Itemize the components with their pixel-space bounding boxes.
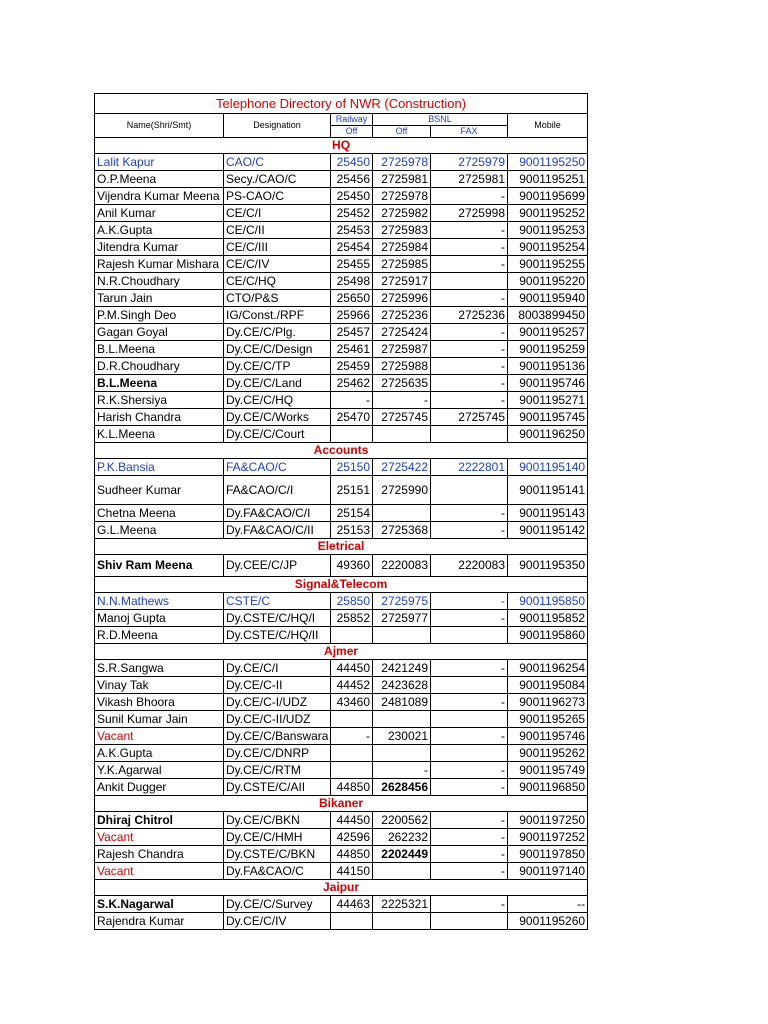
mobile-cell: 9001196250 (508, 426, 588, 443)
section-header-row (95, 577, 588, 593)
header-designation: Designation (224, 114, 331, 138)
designation-cell: Dy.CE/C/BKN (224, 812, 331, 829)
table-row (95, 896, 588, 913)
bsnl-off-cell: 2725977 (373, 610, 431, 627)
railway-off-cell (331, 627, 373, 644)
name-cell: Jitendra Kumar (95, 239, 224, 256)
section-title: Accounts (95, 443, 588, 459)
mobile-cell: 9001195746 (508, 375, 588, 392)
section-title: HQ (95, 138, 588, 154)
mobile-cell: 9001195140 (508, 459, 588, 476)
table-row (95, 711, 588, 728)
designation-cell: CSTE/C (224, 593, 331, 610)
bsnl-fax-cell: - (431, 779, 508, 796)
name-cell: P.M.Singh Deo (95, 307, 224, 324)
bsnl-fax-cell: - (431, 290, 508, 307)
bsnl-off-cell: 2725988 (373, 358, 431, 375)
header-railway: Railway (331, 114, 373, 126)
section-title: Ajmer (95, 644, 588, 660)
name-cell: Vacant (95, 829, 224, 846)
mobile-cell: 9001196254 (508, 660, 588, 677)
mobile-cell: 9001195251 (508, 171, 588, 188)
bsnl-off-cell: 2220083 (373, 555, 431, 577)
bsnl-off-cell (373, 426, 431, 443)
mobile-cell: 9001195850 (508, 593, 588, 610)
mobile-cell: 9001195745 (508, 409, 588, 426)
bsnl-fax-cell: 2725981 (431, 171, 508, 188)
designation-cell: Dy.FA&CAO/C/I (224, 505, 331, 522)
mobile-cell: 9001195136 (508, 358, 588, 375)
name-cell: D.R.Choudhary (95, 358, 224, 375)
designation-cell: Dy.CE/C-I/UDZ (224, 694, 331, 711)
name-cell: Chetna Meena (95, 505, 224, 522)
designation-cell: Dy.CE/C/Land (224, 375, 331, 392)
railway-off-cell: 25461 (331, 341, 373, 358)
mobile-cell: 9001195260 (508, 913, 588, 930)
mobile-cell: 9001195350 (508, 555, 588, 577)
section-header-row (95, 138, 588, 154)
name-cell: Sudheer Kumar (95, 476, 224, 505)
mobile-cell: 9001195220 (508, 273, 588, 290)
table-row (95, 660, 588, 677)
designation-cell: Dy.CE/C/Court (224, 426, 331, 443)
bsnl-off-cell: 2421249 (373, 660, 431, 677)
bsnl-fax-cell: 2725745 (431, 409, 508, 426)
bsnl-fax-cell: - (431, 846, 508, 863)
railway-off-cell (331, 426, 373, 443)
bsnl-off-cell (373, 913, 431, 930)
table-row (95, 829, 588, 846)
name-cell: A.K.Gupta (95, 222, 224, 239)
bsnl-off-cell: 2200562 (373, 812, 431, 829)
mobile-cell: 9001197252 (508, 829, 588, 846)
table-row (95, 409, 588, 426)
railway-off-cell: 49360 (331, 555, 373, 577)
table-row (95, 290, 588, 307)
bsnl-off-cell (373, 863, 431, 880)
designation-cell: Dy.CE/C/RTM (224, 762, 331, 779)
bsnl-off-cell: - (373, 392, 431, 409)
bsnl-off-cell: 2725368 (373, 522, 431, 539)
designation-cell: CAO/C (224, 154, 331, 171)
name-cell: K.L.Meena (95, 426, 224, 443)
designation-cell: IG/Const./RPF (224, 307, 331, 324)
name-cell: Manoj Gupta (95, 610, 224, 627)
section-title: Eletrical (95, 539, 588, 555)
mobile-cell: 9001195852 (508, 610, 588, 627)
table-row (95, 522, 588, 539)
railway-off-cell: 25154 (331, 505, 373, 522)
bsnl-off-cell: 2423628 (373, 677, 431, 694)
name-cell: Dhiraj Chitrol (95, 812, 224, 829)
mobile-cell: 9001195749 (508, 762, 588, 779)
bsnl-off-cell (373, 711, 431, 728)
table-row (95, 205, 588, 222)
designation-cell: Dy.FA&CAO/C (224, 863, 331, 880)
section-header-row (95, 443, 588, 459)
bsnl-fax-cell: 2725236 (431, 307, 508, 324)
name-cell: A.K.Gupta (95, 745, 224, 762)
table-row (95, 188, 588, 205)
mobile-cell: 9001195746 (508, 728, 588, 745)
railway-off-cell: 44850 (331, 779, 373, 796)
name-cell: Vacant (95, 728, 224, 745)
bsnl-fax-cell: - (431, 522, 508, 539)
header-bsnl-off: Off (373, 126, 431, 138)
designation-cell: CE/C/HQ (224, 273, 331, 290)
railway-off-cell: 25450 (331, 154, 373, 171)
bsnl-off-cell: 2725996 (373, 290, 431, 307)
name-cell: Rajendra Kumar (95, 913, 224, 930)
railway-off-cell: - (331, 392, 373, 409)
bsnl-off-cell: 2725982 (373, 205, 431, 222)
railway-off-cell: 25462 (331, 375, 373, 392)
section-header-row (95, 539, 588, 555)
railway-off-cell: 42596 (331, 829, 373, 846)
bsnl-off-cell: 2628456 (373, 779, 431, 796)
section-title: Jaipur (95, 880, 588, 896)
designation-cell: Dy.CE/C-II/UDZ (224, 711, 331, 728)
name-cell: Gagan Goyal (95, 324, 224, 341)
name-cell: Lalit Kapur (95, 154, 224, 171)
name-cell: R.D.Meena (95, 627, 224, 644)
mobile-cell: 9001197850 (508, 846, 588, 863)
name-cell: Rajesh Chandra (95, 846, 224, 863)
railway-off-cell (331, 711, 373, 728)
railway-off-cell: 44450 (331, 660, 373, 677)
name-cell: Vijendra Kumar Meena (95, 188, 224, 205)
mobile-cell: 9001196850 (508, 779, 588, 796)
bsnl-off-cell: 2725987 (373, 341, 431, 358)
designation-cell: CE/C/II (224, 222, 331, 239)
mobile-cell: 9001195259 (508, 341, 588, 358)
telephone-directory-sheet (94, 93, 587, 930)
name-cell: G.L.Meena (95, 522, 224, 539)
bsnl-fax-cell (431, 426, 508, 443)
bsnl-off-cell (373, 627, 431, 644)
bsnl-fax-cell: 2222801 (431, 459, 508, 476)
name-cell: R.K.Shersiya (95, 392, 224, 409)
railway-off-cell (331, 745, 373, 762)
bsnl-fax-cell (431, 677, 508, 694)
railway-off-cell: 25850 (331, 593, 373, 610)
mobile-cell: 9001195252 (508, 205, 588, 222)
railway-off-cell: 44150 (331, 863, 373, 880)
bsnl-off-cell: 2202449 (373, 846, 431, 863)
table-row (95, 375, 588, 392)
name-cell: Shiv Ram Meena (95, 555, 224, 577)
bsnl-fax-cell: - (431, 505, 508, 522)
name-cell: N.N.Mathews (95, 593, 224, 610)
table-row (95, 627, 588, 644)
bsnl-off-cell: 2225321 (373, 896, 431, 913)
designation-cell: CTO/P&S (224, 290, 331, 307)
railway-off-cell: 25151 (331, 476, 373, 505)
name-cell: P.K.Bansia (95, 459, 224, 476)
railway-off-cell: 25452 (331, 205, 373, 222)
page-title: Telephone Directory of NWR (Construction) (95, 94, 588, 114)
designation-cell: FA&CAO/C/I (224, 476, 331, 505)
bsnl-fax-cell: - (431, 188, 508, 205)
designation-cell: Dy.FA&CAO/C/II (224, 522, 331, 539)
bsnl-fax-cell (431, 745, 508, 762)
name-cell: Rajesh Kumar Mishara (95, 256, 224, 273)
bsnl-fax-cell: - (431, 341, 508, 358)
section-title: Signal&Telecom (95, 577, 588, 593)
designation-cell: CE/C/III (224, 239, 331, 256)
railway-off-cell (331, 913, 373, 930)
mobile-cell: 9001195141 (508, 476, 588, 505)
designation-cell: Dy.CE/C-II (224, 677, 331, 694)
header-bsnl: BSNL (373, 114, 508, 126)
table-row (95, 593, 588, 610)
designation-cell: Dy.CE/C/IV (224, 913, 331, 930)
bsnl-fax-cell (431, 913, 508, 930)
railway-off-cell: 44463 (331, 896, 373, 913)
railway-off-cell: 25457 (331, 324, 373, 341)
mobile-cell: 9001195142 (508, 522, 588, 539)
header-name: Name(Shri/Smt) (95, 114, 224, 138)
mobile-cell: 9001195257 (508, 324, 588, 341)
bsnl-fax-cell (431, 476, 508, 505)
bsnl-fax-cell: - (431, 829, 508, 846)
designation-cell: Dy.CE/C/TP (224, 358, 331, 375)
railway-off-cell: 25153 (331, 522, 373, 539)
bsnl-off-cell: 2725981 (373, 171, 431, 188)
designation-cell: PS-CAO/C (224, 188, 331, 205)
railway-off-cell: 25150 (331, 459, 373, 476)
bsnl-off-cell: 262232 (373, 829, 431, 846)
table-row (95, 728, 588, 745)
name-cell: Harish Chandra (95, 409, 224, 426)
mobile-cell: 9001195255 (508, 256, 588, 273)
directory-table (94, 93, 588, 930)
bsnl-fax-cell: - (431, 375, 508, 392)
bsnl-fax-cell (431, 273, 508, 290)
name-cell: Tarun Jain (95, 290, 224, 307)
table-row (95, 779, 588, 796)
section-header-row (95, 796, 588, 812)
bsnl-fax-cell: - (431, 392, 508, 409)
designation-cell: Dy.CE/C/Works (224, 409, 331, 426)
designation-cell: Dy.CE/C/I (224, 660, 331, 677)
bsnl-fax-cell: - (431, 660, 508, 677)
designation-cell: CE/C/I (224, 205, 331, 222)
mobile-cell: 9001195254 (508, 239, 588, 256)
mobile-cell: 9001195265 (508, 711, 588, 728)
directory-body (95, 138, 588, 930)
table-row (95, 358, 588, 375)
mobile-cell: 9001195271 (508, 392, 588, 409)
bsnl-off-cell: 2725985 (373, 256, 431, 273)
railway-off-cell: 25455 (331, 256, 373, 273)
railway-off-cell: 25454 (331, 239, 373, 256)
table-row (95, 610, 588, 627)
name-cell: S.R.Sangwa (95, 660, 224, 677)
bsnl-off-cell: 2725745 (373, 409, 431, 426)
table-row (95, 694, 588, 711)
section-header-row (95, 880, 588, 896)
header-bsnl-fax: FAX (431, 126, 508, 138)
mobile-cell: 9001195699 (508, 188, 588, 205)
mobile-cell: 9001196273 (508, 694, 588, 711)
designation-cell: Dy.CE/C/Banswara (224, 728, 331, 745)
designation-cell: Dy.CSTE/C/BKN (224, 846, 331, 863)
header-railway-off: Off (331, 126, 373, 138)
table-row (95, 171, 588, 188)
bsnl-off-cell: 2725990 (373, 476, 431, 505)
bsnl-off-cell: 2725984 (373, 239, 431, 256)
table-row (95, 324, 588, 341)
bsnl-fax-cell: - (431, 256, 508, 273)
bsnl-fax-cell: - (431, 728, 508, 745)
bsnl-fax-cell: 2220083 (431, 555, 508, 577)
header-mobile: Mobile (508, 114, 588, 138)
railway-off-cell: 44450 (331, 812, 373, 829)
railway-off-cell: 44850 (331, 846, 373, 863)
mobile-cell: 9001195253 (508, 222, 588, 239)
bsnl-off-cell: 2725424 (373, 324, 431, 341)
bsnl-off-cell: 2481089 (373, 694, 431, 711)
bsnl-off-cell (373, 505, 431, 522)
table-row (95, 307, 588, 324)
designation-cell: Dy.CE/C/HQ (224, 392, 331, 409)
name-cell: N.R.Choudhary (95, 273, 224, 290)
mobile-cell: 9001195143 (508, 505, 588, 522)
section-title: Bikaner (95, 796, 588, 812)
bsnl-off-cell: - (373, 762, 431, 779)
bsnl-fax-cell: - (431, 610, 508, 627)
bsnl-fax-cell: 2725979 (431, 154, 508, 171)
mobile-cell: 9001195262 (508, 745, 588, 762)
name-cell: Anil Kumar (95, 205, 224, 222)
bsnl-off-cell: 2725978 (373, 154, 431, 171)
bsnl-fax-cell (431, 627, 508, 644)
designation-cell: Dy.CE/C/Design (224, 341, 331, 358)
section-header-row (95, 644, 588, 660)
name-cell: B.L.Meena (95, 341, 224, 358)
table-row (95, 812, 588, 829)
bsnl-off-cell: 2725978 (373, 188, 431, 205)
table-row (95, 745, 588, 762)
bsnl-off-cell: 2725236 (373, 307, 431, 324)
table-row (95, 222, 588, 239)
name-cell: Vacant (95, 863, 224, 880)
bsnl-off-cell: 2725422 (373, 459, 431, 476)
bsnl-off-cell: 230021 (373, 728, 431, 745)
bsnl-fax-cell: - (431, 694, 508, 711)
railway-off-cell: 44452 (331, 677, 373, 694)
name-cell: Vinay Tak (95, 677, 224, 694)
bsnl-fax-cell: - (431, 896, 508, 913)
designation-cell: Dy.CE/C/Plg. (224, 324, 331, 341)
railway-off-cell: 25456 (331, 171, 373, 188)
railway-off-cell: 25650 (331, 290, 373, 307)
bsnl-fax-cell: - (431, 324, 508, 341)
mobile-cell: 9001197250 (508, 812, 588, 829)
table-row (95, 273, 588, 290)
designation-cell: Dy.CSTE/C/AII (224, 779, 331, 796)
table-row (95, 913, 588, 930)
table-row (95, 762, 588, 779)
table-row (95, 555, 588, 577)
bsnl-fax-cell: 2725998 (431, 205, 508, 222)
name-cell: O.P.Meena (95, 171, 224, 188)
name-cell: Y.K.Agarwal (95, 762, 224, 779)
railway-off-cell: 25470 (331, 409, 373, 426)
mobile-cell: 8003899450 (508, 307, 588, 324)
bsnl-fax-cell: - (431, 762, 508, 779)
table-row (95, 392, 588, 409)
designation-cell: Dy.CEE/C/JP (224, 555, 331, 577)
bsnl-off-cell: 2725975 (373, 593, 431, 610)
bsnl-fax-cell: - (431, 863, 508, 880)
name-cell: Ankit Dugger (95, 779, 224, 796)
bsnl-fax-cell: - (431, 222, 508, 239)
name-cell: S.K.Nagarwal (95, 896, 224, 913)
mobile-cell: 9001195084 (508, 677, 588, 694)
mobile-cell: 9001195860 (508, 627, 588, 644)
table-row (95, 863, 588, 880)
bsnl-off-cell: 2725635 (373, 375, 431, 392)
railway-off-cell (331, 762, 373, 779)
name-cell: Sunil Kumar Jain (95, 711, 224, 728)
mobile-cell: 9001195940 (508, 290, 588, 307)
bsnl-fax-cell: - (431, 239, 508, 256)
name-cell: B.L.Meena (95, 375, 224, 392)
mobile-cell: 9001197140 (508, 863, 588, 880)
mobile-cell: -- (508, 896, 588, 913)
bsnl-off-cell: 2725917 (373, 273, 431, 290)
table-row (95, 154, 588, 171)
bsnl-fax-cell: - (431, 812, 508, 829)
table-row (95, 341, 588, 358)
bsnl-off-cell (373, 745, 431, 762)
mobile-cell: 9001195250 (508, 154, 588, 171)
railway-off-cell: 25450 (331, 188, 373, 205)
table-row (95, 846, 588, 863)
table-row (95, 256, 588, 273)
table-row (95, 239, 588, 256)
designation-cell: Dy.CE/C/Survey (224, 896, 331, 913)
railway-off-cell: 25453 (331, 222, 373, 239)
name-cell: Vikash Bhoora (95, 694, 224, 711)
designation-cell: FA&CAO/C (224, 459, 331, 476)
railway-off-cell: 25852 (331, 610, 373, 627)
designation-cell: Dy.CSTE/C/HQ/I (224, 610, 331, 627)
designation-cell: Secy./CAO/C (224, 171, 331, 188)
table-row (95, 677, 588, 694)
bsnl-fax-cell (431, 711, 508, 728)
bsnl-fax-cell: - (431, 358, 508, 375)
bsnl-fax-cell: - (431, 593, 508, 610)
designation-cell: Dy.CE/C/DNRP (224, 745, 331, 762)
table-row (95, 505, 588, 522)
bsnl-off-cell: 2725983 (373, 222, 431, 239)
railway-off-cell: 25498 (331, 273, 373, 290)
designation-cell: Dy.CE/C/HMH (224, 829, 331, 846)
table-row (95, 459, 588, 476)
designation-cell: CE/C/IV (224, 256, 331, 273)
railway-off-cell: 25459 (331, 358, 373, 375)
table-row (95, 426, 588, 443)
railway-off-cell: 25966 (331, 307, 373, 324)
table-row (95, 476, 588, 505)
railway-off-cell: - (331, 728, 373, 745)
railway-off-cell: 43460 (331, 694, 373, 711)
designation-cell: Dy.CSTE/C/HQ/II (224, 627, 331, 644)
